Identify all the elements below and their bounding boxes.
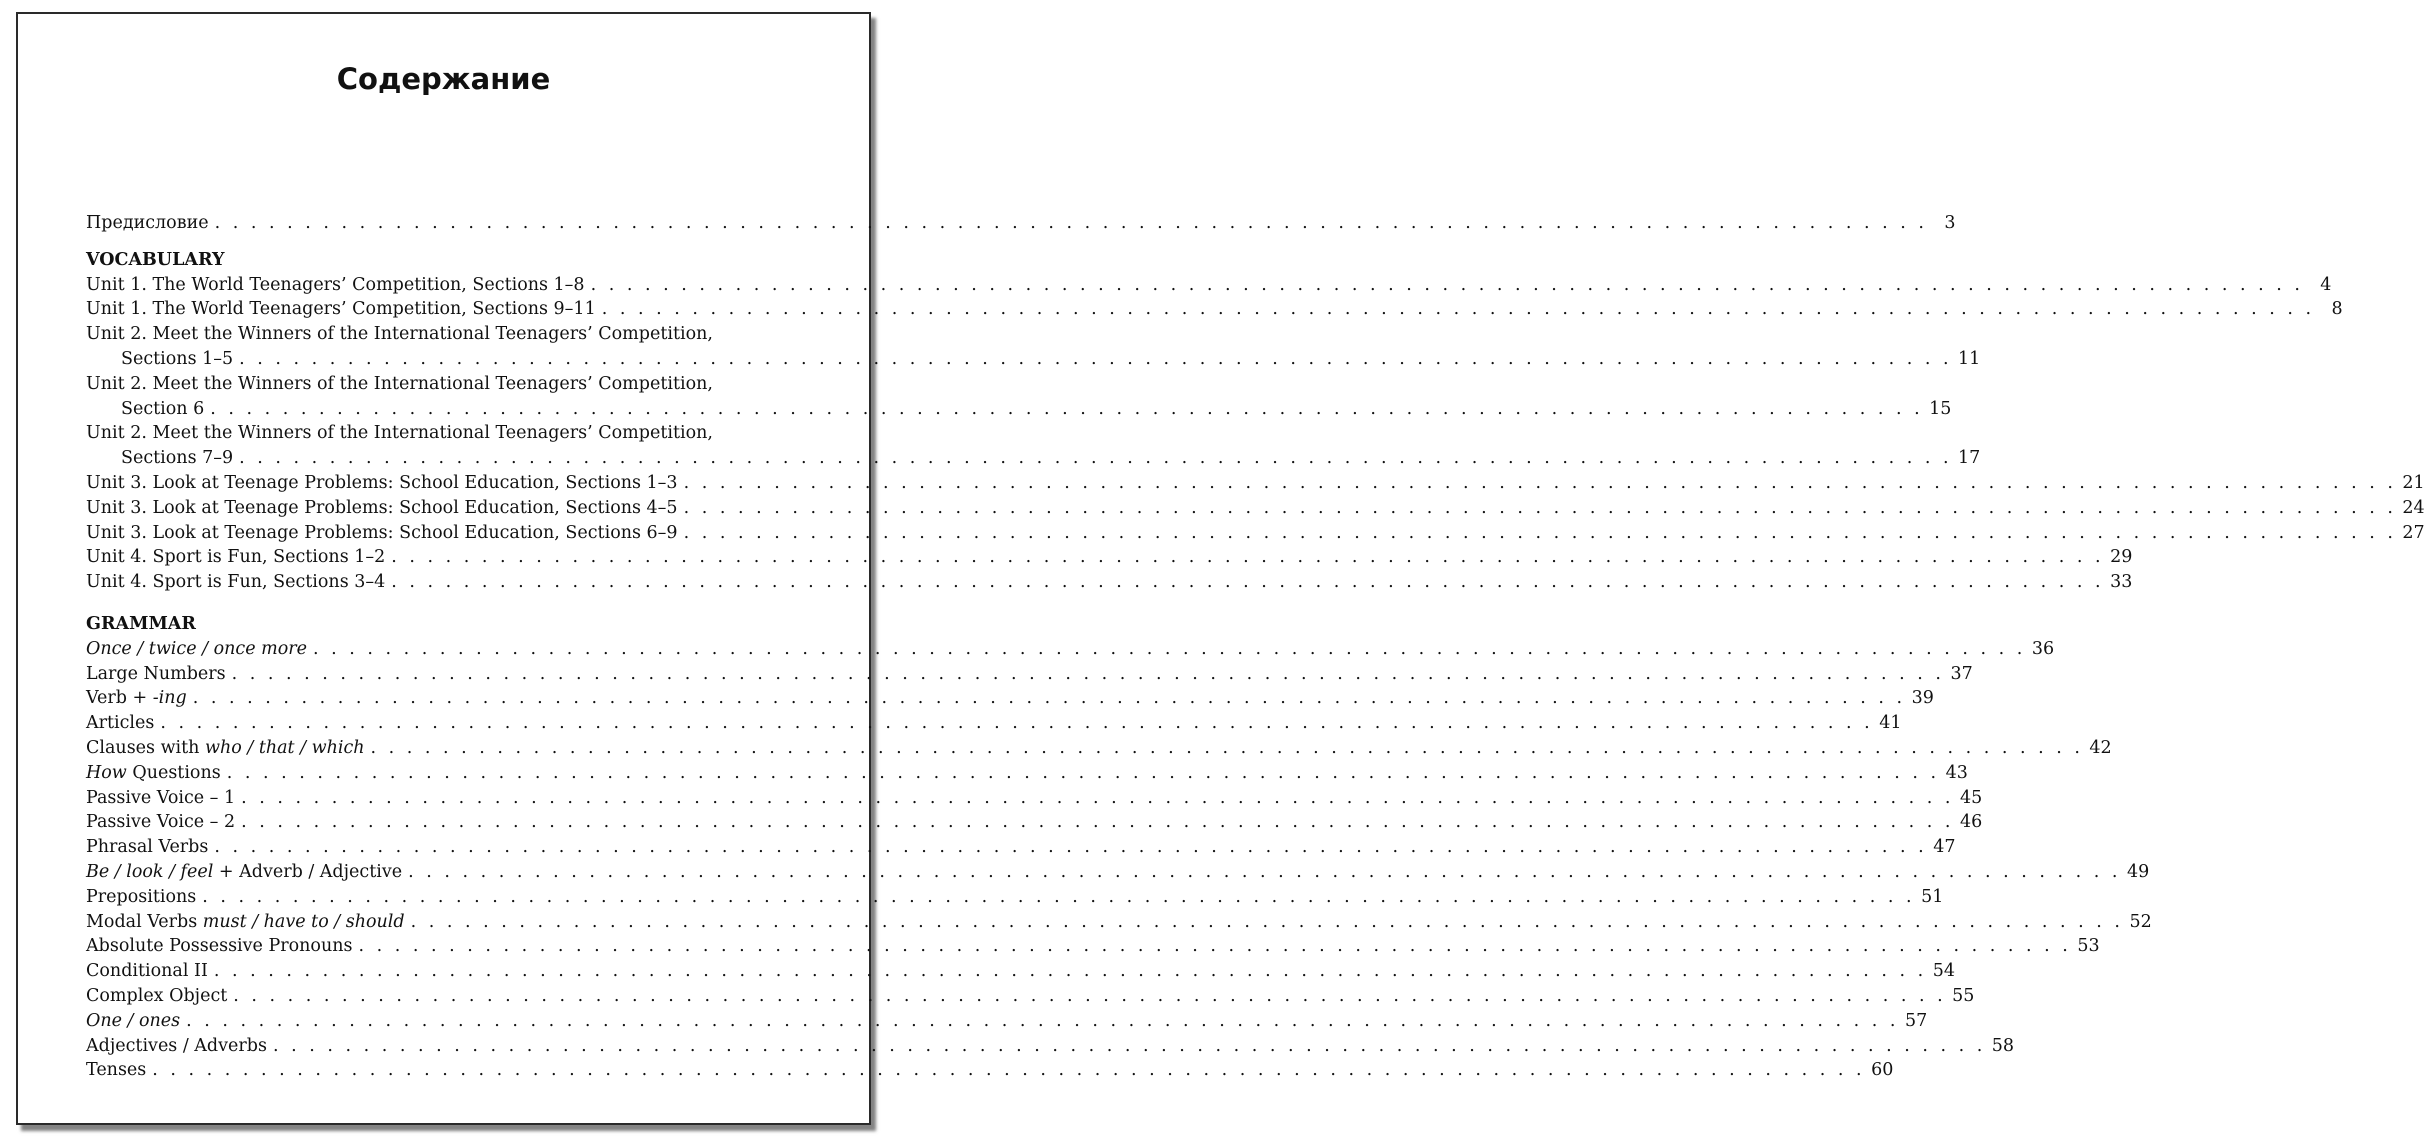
toc-page-number: 27 [2402,522,2425,543]
dot-leader: . . . . . . . . . . . . . . . . . . . . . . . . . . . . . . . . . . . . . . . . . . . . . . . . . . . . . . . . . . . . . . . . . . . . . . . . . . . . . . . . . . . . . . . . . . . . . . . [152,1060,1866,1081]
toc-page-number: 54 [1932,961,1955,982]
toc-entry-text: Articles [86,713,155,734]
toc-entry-line [86,372,823,397]
toc-entry-text: Phrasal Verbs [86,837,209,858]
dot-leader: . . . . . . . . . . . . . . . . . . . . . . . . . . . . . . . . . . . . . . . . . . . . . . . . . . . . . . . . . . . . . . . . . . . . . . . . . . . . . . . . . . . . . . . . . . . . . . . [192,688,1906,709]
toc-entry [86,984,1975,1009]
toc-entry [86,521,2425,546]
toc-entry-label [86,860,402,885]
dot-leader: . . . . . . . . . . . . . . . . . . . . . . . . . . . . . . . . . . . . . . . . . . . . . . . . . . . . . . . . . . . . . . . . . . . . . . . . . . . . . . . . . . . . . . . . . . . . . . . [241,787,1954,808]
dot-leader: . . . . . . . . . . . . . . . . . . . . . . . . . . . . . . . . . . . . . . . . . . . . . . . . . . . . . . . . . . . . . . . . . . . . . . . . . . . . . . . . . . . . . . . . . . . . . . . [160,713,1874,734]
toc-entry-label [86,1009,180,1034]
dot-leader: . . . . . . . . . . . . . . . . . . . . . . . . . . . . . . . . . . . . . . . . . . . . . . . . . . . . . . . . . . . . . . . . . . . . . . . . . . . . . . . . . . . . . . . . . . . . . . . [410,911,2124,932]
toc-entry [86,471,2425,496]
toc-entry-text: Large Numbers [86,663,226,684]
toc-entry [86,1009,1928,1034]
toc-entry-text: + Adverb / Adjective [213,861,403,882]
toc-page-number: 57 [1905,1010,1928,1031]
toc-entry-italic-text: Be / look / feel [86,861,214,882]
toc-entry-label [86,637,307,662]
toc-entry-italic-text: Once / twice / once more [86,638,307,659]
toc-entry [86,446,1981,471]
section-heading-grammar: GRAMMAR [86,613,196,634]
toc-entry-label: Предисловие [86,213,209,233]
dot-leader: . . . . . . . . . . . . . . . . . . . . . . . . . . . . . . . . . . . . . . . . . . . . . . . . . . . . . . . . . . . . . . . . . . . . . . . . . . . . . . . . . . . . . . . . . . . . . . . [683,497,2397,518]
dot-leader: . . . . . . . . . . . . . . . . . . . . . . . . . . . . . . . . . . . . . . . . . . . . . . . . . . . . . . . . . . . . . . . . . . . . . . . . . . . . . . . . . . . . . . . . . . . . . . . [213,961,1927,982]
toc-entry-label [86,1034,267,1059]
toc-entry-italic-text: How [86,762,127,783]
dot-leader: . . . . . . . . . . . . . . . . . . . . . . . . . . . . . . . . . . . . . . . . . . . . . . . . . . . . . . . . . . . . . . . . . . . . . . . . . . . . . . . . . . . . . . . . . . . . . . . [590,274,2304,295]
toc-entry [86,736,2112,761]
dot-leader: . . . . . . . . . . . . . . . . . . . . . . . . . . . . . . . . . . . . . . . . . . . . . . . . . . . . . . . . . . . . . . . . . . . . . . . . . . . . . . . . . . . . . . . . . . . . . . . [233,985,1947,1006]
toc-page-number: 45 [1959,787,1983,808]
toc-entry [86,686,1934,711]
toc-page-number: 24 [2402,497,2425,518]
toc-entry-label [86,545,385,570]
dot-leader: . . . . . . . . . . . . . . . . . . . . . . . . . . . . . . . . . . . . . . . . . . . . . . . . . . . . . . . . . . . . . . . . . . . . . . . . . . . . . . . . . . . . . . . . . . . . . . . [312,638,2026,659]
toc-page-number: 21 [2402,472,2425,493]
dot-leader: . . . . . . . . . . . . . . . . . . . . . . . . . . . . . . . . . . . . . . . . . . . . . . . . . . . . . . . . . . . . . . . . . . . . . . . . . . . . . . . . . . . . . . . . . . . . . . . [214,837,1928,858]
toc-entry-text: Sections 7–9 [121,448,234,469]
toc-entry [86,662,1973,687]
toc-entry-label [86,736,365,761]
toc-page-number: 39 [1911,688,1934,709]
toc-entry [86,545,2133,570]
toc-page-number: 47 [1933,837,1956,858]
toc-entry-text: Clauses with [86,737,206,758]
toc-page-number: 3 [1944,213,1956,233]
dot-leader: . . . . . . . . . . . . . . . . . . . . . . . . . . . . . . . . . . . . . . . . . . . . . . . . . . . . . . . . . . . . . . . . . . . . . . . . . . . . . . . . . . . . . . . . . . . . . . . [358,936,2072,957]
toc-entry-text: Verb + [86,688,153,709]
toc-entry [86,637,2055,662]
toc-entry-text: Unit 3. Look at Teenage Problems: School Education, Sections 4–5 [86,497,678,518]
toc-page-number: 36 [2031,638,2055,659]
toc-entry [86,1058,1894,1083]
dot-leader: . . . . . . . . . . . . . . . . . . . . . . . . . . . . . . . . . . . . . . . . . . . . . . . . . . . . . . . . . . . . . . . . . . . . . . . . . . . . . . . . . . . . . . . . . . . . . . . [241,812,1954,833]
page-title: Содержание [336,62,551,96]
toc-entry-label [86,910,405,935]
toc-page-number: 49 [2126,861,2150,882]
toc-entry-label [86,885,196,910]
dot-leader: . . . . . . . . . . . . . . . . . . . . . . . . . . . . . . . . . . . . . . . . . . . . . . . . . . . . . . . . . . . . . . . . . . . . . . . . . . . . . . . . . . . . . . . . . . . . . . . [408,861,2121,882]
toc-entry [86,835,1956,860]
toc-page-number: 42 [2089,737,2112,758]
toc-entry [86,885,1944,910]
toc-entry-label [86,273,585,298]
toc-entry [86,761,1968,786]
toc-entry-label [86,297,596,322]
toc-page-number: 15 [1929,398,1952,419]
toc-entry-label [86,959,208,984]
toc-page-number: 43 [1945,762,1968,783]
toc-entry-text: Modal Verbs [86,911,203,932]
grammar-list [86,637,2152,1083]
toc-entry-text: Sections 1–5 [121,348,234,369]
toc-entry [86,347,1981,372]
dot-leader: . . . . . . . . . . . . . . . . . . . . . . . . . . . . . . . . . . . . . . . . . . . . . . . . . . . . . . . . . . . . . . . . . . . . . . . . . . . . . . . . . . . . . . . . . . . . . . . [391,572,2105,593]
toc-entry-italic-text: must / have to / should [202,911,405,932]
toc-page-number: 8 [2331,299,2343,320]
document-page [16,12,2425,1125]
toc-entry-text: Unit 4. Sport is Fun, Sections 3–4 [86,572,386,593]
toc-page-number: 53 [2077,936,2100,957]
toc-entry [86,786,1983,811]
toc-entry-text: Absolute Possessive Pronouns [86,936,353,957]
dot-leader: . . . . . . . . . . . . . . . . . . . . . . . . . . . . . . . . . . . . . . . . . . . . . . . . . . . . . . . . . . . . . . . . . . . . . . . . . . . . . . . . . . . . . . . . . . . . . . . [370,737,2084,758]
dot-leader: . . . . . . . . . . . . . . . . . . . . . . . . . . . . . . . . . . . . . . . . . . . . . . . . . . . . . . . . . . . . . . . . . . . . . . . . . . . . . . . . . . . . . . . . . . . . . . . [239,448,1953,469]
dot-leader: . . . . . . . . . . . . . . . . . . . . . . . . . . . . . . . . . . . . . . . . . . . . . . . . . . . . . . . . . . . . . . . . . . . . . . . . . . . . . . . . . . . . . . . . . . . . . . . [239,348,1953,369]
dot-leader: . . . . . . . . . . . . . . . . . . . . . . . . . . . . . . . . . . . . . . . . . . . . . . . . . . . . . . . . . . . . . . . . . . . . . . . . . . . . . . . . . . . . . . . . . . . . . . . [601,299,2315,320]
toc-entry-text: Adjectives / Adverbs [86,1035,267,1056]
toc-page-number: 37 [1950,663,1973,684]
toc-entry [86,711,1902,736]
toc-page-number: 4 [2320,274,2332,295]
dot-leader: . . . . . . . . . . . . . . . . . . . . . . . . . . . . . . . . . . . . . . . . . . . . . . . . . . . . . . . . . . . . . . . . . . . . . . . . . . . . . . . . . . . . . . . . . . . . . . . [210,398,1924,419]
toc-page-number: 51 [1921,886,1944,907]
toc-page-number: 29 [2110,547,2133,568]
toc-entry-label [86,496,678,521]
dot-leader: . . . . . . . . . . . . . . . . . . . . . . . . . . . . . . . . . . . . . . . . . . . . . . . . . . . . . . . . . . . . . . . . . . . . . . . . . . . . . . . . . . . . . . . . . . . . . . . [202,886,1916,907]
toc-entry-label [86,686,187,711]
toc-entry-label [86,471,678,496]
toc-entry-label [121,446,233,471]
toc-entry [86,496,2425,521]
toc-entry-text: Passive Voice – 2 [86,812,236,833]
toc-entry-label: Unit 2. Meet the Winners of the International Teenagers’ Competition, [86,324,713,345]
toc-entry [86,959,1955,984]
toc-entry-line [86,421,823,446]
dot-leader: . . . . . . . . . . . . . . . . . . . . . . . . . . . . . . . . . . . . . . . . . . . . . . . . . . . . . . . . . . . . . . . . . . . . . . . . . . . . . . . . . . . . . . . . . . . . . . . [683,472,2397,493]
toc-entry-text: Unit 1. The World Teenagers’ Competition, Sections 1–8 [86,274,585,295]
toc-entry-line [86,322,823,347]
dot-leader: . . . . . . . . . . . . . . . . . . . . . . . . . . . . . . . . . . . . . . . . . . . . . . . . . . . . . . . . . . . . . . . . . . . . . . . . . . . . . . . . . . . . . . . . . . . . . . . [226,762,1940,783]
toc-entry-preface [86,211,1956,236]
toc-page-number: 60 [1871,1060,1894,1081]
toc-entry-text: Complex Object [86,985,228,1006]
toc-entry-label [86,810,235,835]
vocabulary-list [86,273,2425,595]
toc-entry-label [86,711,154,736]
toc-entry-text: Prepositions [86,886,197,907]
toc-entry [86,297,2343,322]
toc-entry-label [86,1058,146,1083]
dot-leader: . . . . . . . . . . . . . . . . . . . . . . . . . . . . . . . . . . . . . . . . . . . . . . . . . . . . . . . . . . . . . . . . . . . . . . . . . . . . . . . . . . . . . . . . . . . . . . . [391,547,2105,568]
dot-leader: . . . . . . . . . . . . . . . . . . . . . . . . . . . . . . . . . . . . . . . . . . . . . . . . . . . . . . . . . . . . . . . . . . . . . . . . . . . . . . . . . . . . . . . . . . . . . . . [272,1035,1986,1056]
table-of-contents [86,211,2425,1083]
toc-page-number: 58 [1991,1035,2015,1056]
toc-entry [86,1034,2015,1059]
toc-page-number: 55 [1952,985,1975,1006]
dot-leader: . . . . . . . . . . . . . . . . . . . . . . . . . . . . . . . . . . . . . . . . . . . . . . . . . . . . . . . . . . . . . . . . . . . . . . . . . . . . . . . . . . . . . . . . . . . . . . . [683,522,2397,543]
toc-page-number: 11 [1958,348,1981,369]
toc-entry [86,934,2100,959]
toc-entry-text: Questions [126,762,221,783]
toc-entry-text: Unit 1. The World Teenagers’ Competition, Sections 9–11 [86,299,596,320]
toc-entry-text: Unit 3. Look at Teenage Problems: School Education, Sections 1–3 [86,472,678,493]
toc-entry-label [86,835,208,860]
toc-entry-text: Conditional II [86,961,208,982]
dot-leader: . . . . . . . . . . . . . . . . . . . . . . . . . . . . . . . . . . . . . . . . . . . . . . . . . . . . . . . . . . . . . . . . . . . . . . . . . . . . . . . . . . . . . . . . . . . . . . . [214,213,1928,233]
toc-entry-label: Unit 2. Meet the Winners of the International Teenagers’ Competition, [86,423,713,444]
toc-page-number: 33 [2110,572,2133,593]
toc-entry [86,273,2332,298]
toc-page-number: 46 [1959,812,1983,833]
toc-entry-label [86,984,227,1009]
toc-entry-text: Passive Voice – 1 [86,787,236,808]
toc-entry-label [86,521,678,546]
toc-entry-italic-text: who / that / which [205,737,365,758]
toc-entry [86,860,2150,885]
toc-entry-italic-text: -ing [152,688,187,709]
toc-entry [86,570,2133,595]
toc-entry-label [121,397,204,422]
toc-entry-label [86,786,235,811]
toc-entry [86,397,1952,422]
toc-entry-label [86,761,221,786]
toc-entry-label [86,662,226,687]
dot-leader: . . . . . . . . . . . . . . . . . . . . . . . . . . . . . . . . . . . . . . . . . . . . . . . . . . . . . . . . . . . . . . . . . . . . . . . . . . . . . . . . . . . . . . . . . . . . . . . [231,663,1945,684]
section-heading-vocabulary: VOCABULARY [86,249,225,270]
toc-entry [86,910,2152,935]
toc-entry-label [86,570,385,595]
dot-leader: . . . . . . . . . . . . . . . . . . . . . . . . . . . . . . . . . . . . . . . . . . . . . . . . . . . . . . . . . . . . . . . . . . . . . . . . . . . . . . . . . . . . . . . . . . . . . . . [186,1010,1899,1031]
toc-page-number: 41 [1879,713,1902,734]
toc-entry-text: Section 6 [121,398,205,419]
toc-entry-text: Tenses [86,1060,147,1081]
toc-entry-text: Unit 4. Sport is Fun, Sections 1–2 [86,547,386,568]
toc-entry-italic-text: One / ones [86,1010,181,1031]
toc-entry-label: Unit 2. Meet the Winners of the International Teenagers’ Competition, [86,373,713,394]
toc-entry-label [121,347,233,372]
toc-page-number: 17 [1958,448,1981,469]
toc-page-number: 52 [2129,911,2152,932]
toc-entry-label [86,934,352,959]
toc-entry-text: Unit 3. Look at Teenage Problems: School Education, Sections 6–9 [86,522,678,543]
toc-entry [86,810,1983,835]
